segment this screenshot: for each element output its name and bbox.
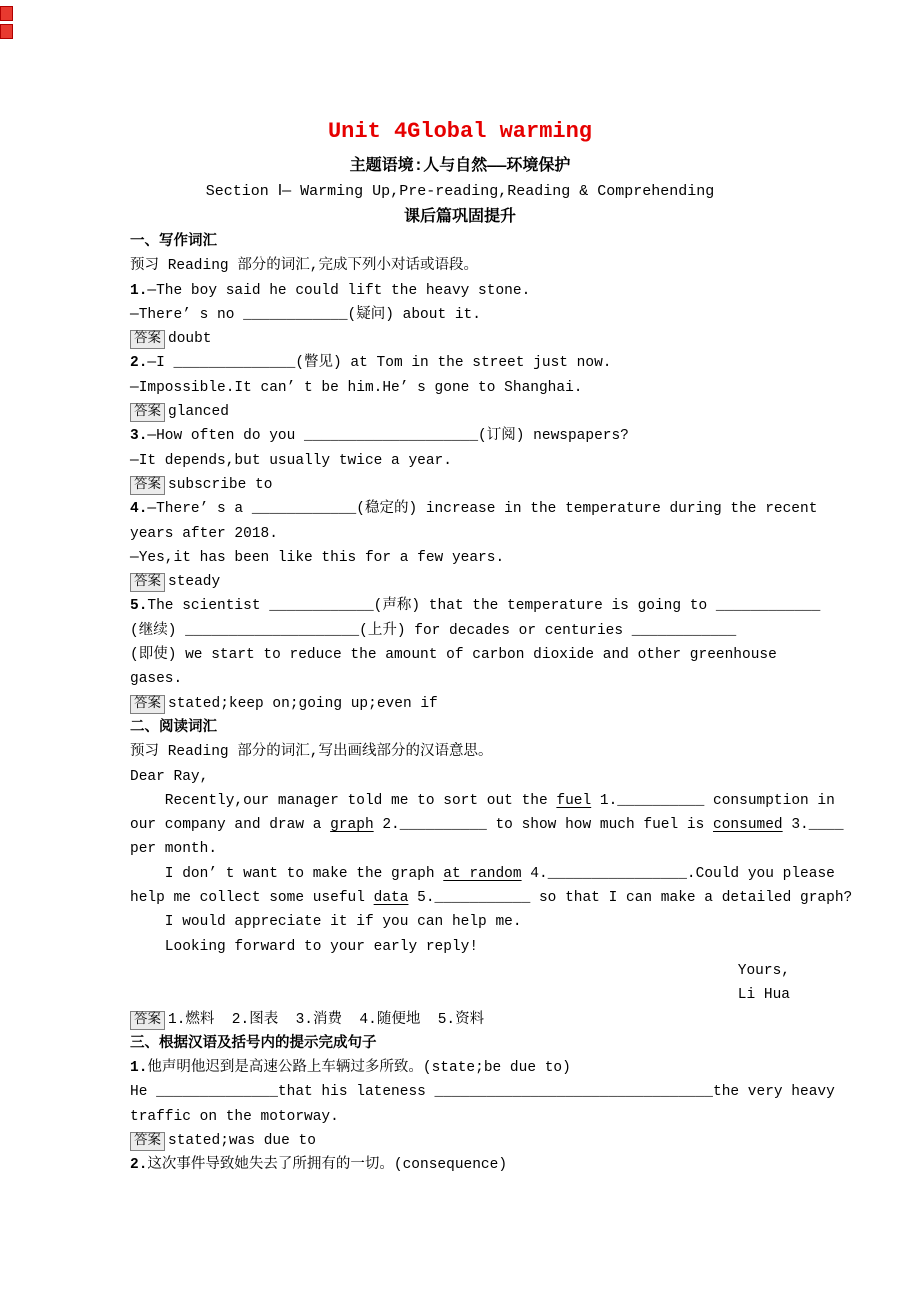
- q2-text: —I ______________(瞥见) at Tom in the street just now.: [147, 355, 612, 372]
- q5-number: 5.: [130, 598, 148, 615]
- letter-p2-line1: [130, 862, 835, 886]
- part2-heading: 二、阅读词汇: [130, 719, 217, 736]
- answer-label: 答案: [130, 573, 165, 592]
- document-content: [130, 118, 853, 1178]
- part1-intro: 预习 Reading 部分的词汇,完成下列小对话或语段。: [130, 258, 479, 275]
- letter-text: 1.__________ consumption in: [591, 792, 835, 809]
- part1-q5-line3: (即使) we start to reduce the amount of carbon dioxide and other greenhouse: [130, 647, 777, 664]
- part1-q4-line2: years after 2018.: [130, 525, 278, 542]
- letter-signature-name: Li Hua: [737, 987, 790, 1004]
- part3-q1-answer-line: [130, 1129, 790, 1153]
- answer-label: 答案: [130, 695, 165, 714]
- red-corner-marker: [0, 24, 13, 39]
- q2-number: 2.: [130, 355, 148, 372]
- q3-text: —How often do you ____________________(订阅) newspapers?: [147, 428, 629, 445]
- q1-number: 1.: [130, 282, 148, 299]
- part3-q1-line1: He ______________that his lateness ________________________________the very heavy: [130, 1084, 835, 1101]
- part1-q3-answer-line: [130, 473, 790, 497]
- q2-prompt-text: 这次事件导致她失去了所拥有的一切。(consequence): [147, 1157, 508, 1174]
- letter-p1-line1: [130, 789, 835, 813]
- q1-text: —The boy said he could lift the heavy stone.: [147, 282, 531, 299]
- answer-text: subscribe to: [168, 476, 273, 493]
- letter-text: Recently,our manager told me to sort out the: [130, 792, 557, 809]
- corner-markers: [0, 6, 13, 42]
- part1-heading: 一、写作词汇: [130, 234, 217, 250]
- letter-text: 3.____: [782, 817, 844, 834]
- letter-text: I don’ t want to make the graph: [130, 865, 444, 882]
- part1-q3-line2: —It depends,but usually twice a year.: [130, 452, 452, 469]
- letter-p4: Looking forward to your early reply!: [130, 938, 479, 955]
- lesson-heading: 课后篇巩固提升: [403, 208, 516, 226]
- q2-number: 2.: [130, 1157, 148, 1174]
- letter-text: help me collect some useful: [130, 890, 374, 907]
- letter-text: our company and draw a: [130, 817, 331, 834]
- underlined-word-graph: graph: [330, 817, 374, 834]
- part1-q2-line2: —Impossible.It can’ t be him.He’ s gone to Shanghai.: [130, 379, 583, 396]
- letter-signature-yours: Yours,: [737, 962, 790, 979]
- answer-text: 1.燃料 2.图表 3.消费 4.随便地 5.资料: [168, 1011, 485, 1028]
- part2-answer-line: [130, 1008, 790, 1032]
- part1-q4-line1: [130, 497, 818, 521]
- part1-q5-line1: [130, 594, 821, 618]
- letter-p1-line3: per month.: [130, 841, 218, 858]
- answer-text: stated;was due to: [168, 1132, 316, 1149]
- part1-q2-answer-line: [130, 400, 790, 424]
- unit-title: Unit 4Global warming: [327, 119, 593, 144]
- answer-label: 答案: [130, 330, 165, 349]
- part1-q5-line4: gases.: [130, 671, 183, 688]
- underlined-phrase-at-random: at random: [443, 865, 522, 882]
- answer-text: stated;keep on;going up;even if: [168, 695, 438, 712]
- answer-text: steady: [168, 574, 221, 591]
- part2-intro: 预习 Reading 部分的词汇,写出画线部分的汉语意思。: [130, 744, 493, 761]
- q3-number: 3.: [130, 428, 148, 445]
- q5-text: The scientist ____________(声称) that the temperature is going to ____________: [147, 598, 821, 615]
- answer-label: 答案: [130, 476, 165, 495]
- part3-heading: 三、根据汉语及括号内的提示完成句子: [130, 1035, 377, 1052]
- theme-line: 主题语境:人与自然——环境保护: [349, 157, 571, 175]
- answer-text: glanced: [168, 404, 229, 421]
- answer-label: 答案: [130, 1132, 165, 1151]
- part1-q1-line2: —There’ s no ____________(疑问) about it.: [130, 306, 481, 323]
- underlined-word-fuel: fuel: [556, 792, 592, 809]
- part1-q1-answer-line: [130, 327, 790, 351]
- letter-salutation: Dear Ray,: [130, 768, 209, 785]
- red-corner-marker: [0, 6, 13, 21]
- part1-q1-line1: [130, 279, 790, 303]
- part1-q5-answer-line: [130, 692, 790, 716]
- answer-label: 答案: [130, 403, 165, 422]
- letter-text: 5.___________ so that I can make a detailed graph?: [408, 890, 853, 907]
- part1-q3-line1: [130, 424, 790, 448]
- part3-q2-prompt: [130, 1153, 790, 1177]
- letter-p2-line2: [130, 886, 853, 910]
- part1-q4-line3: —Yes,it has been like this for a few years.: [130, 549, 505, 566]
- part1-q2-line1: [130, 351, 790, 375]
- letter-p3: I would appreciate it if you can help me.: [130, 914, 522, 931]
- q4-text: —There’ s a ____________(稳定的) increase in the temperature during the recent: [147, 501, 818, 518]
- part3-q1-line2: traffic on the motorway.: [130, 1108, 339, 1125]
- underlined-word-data: data: [373, 890, 409, 907]
- underlined-word-consumed: consumed: [713, 817, 783, 834]
- part1-q5-line2: (继续) ____________________(上升) for decades or centuries ____________: [130, 622, 737, 639]
- answer-text: doubt: [168, 331, 212, 348]
- q1-number: 1.: [130, 1060, 148, 1077]
- letter-text: 2.__________ to show how much fuel is: [373, 817, 714, 834]
- section-subtitle: Section Ⅰ— Warming Up,Pre-reading,Reading & Comprehending: [205, 183, 715, 200]
- part3-q1-prompt: [130, 1056, 790, 1080]
- answer-label: 答案: [130, 1011, 165, 1030]
- part1-q4-answer-line: [130, 570, 790, 594]
- q1-prompt-text: 他声明他迟到是高速公路上车辆过多所致。(state;be due to): [147, 1060, 571, 1077]
- q4-number: 4.: [130, 501, 148, 518]
- letter-p1-line2: [130, 813, 844, 837]
- letter-text: 4.________________.Could you please: [521, 865, 835, 882]
